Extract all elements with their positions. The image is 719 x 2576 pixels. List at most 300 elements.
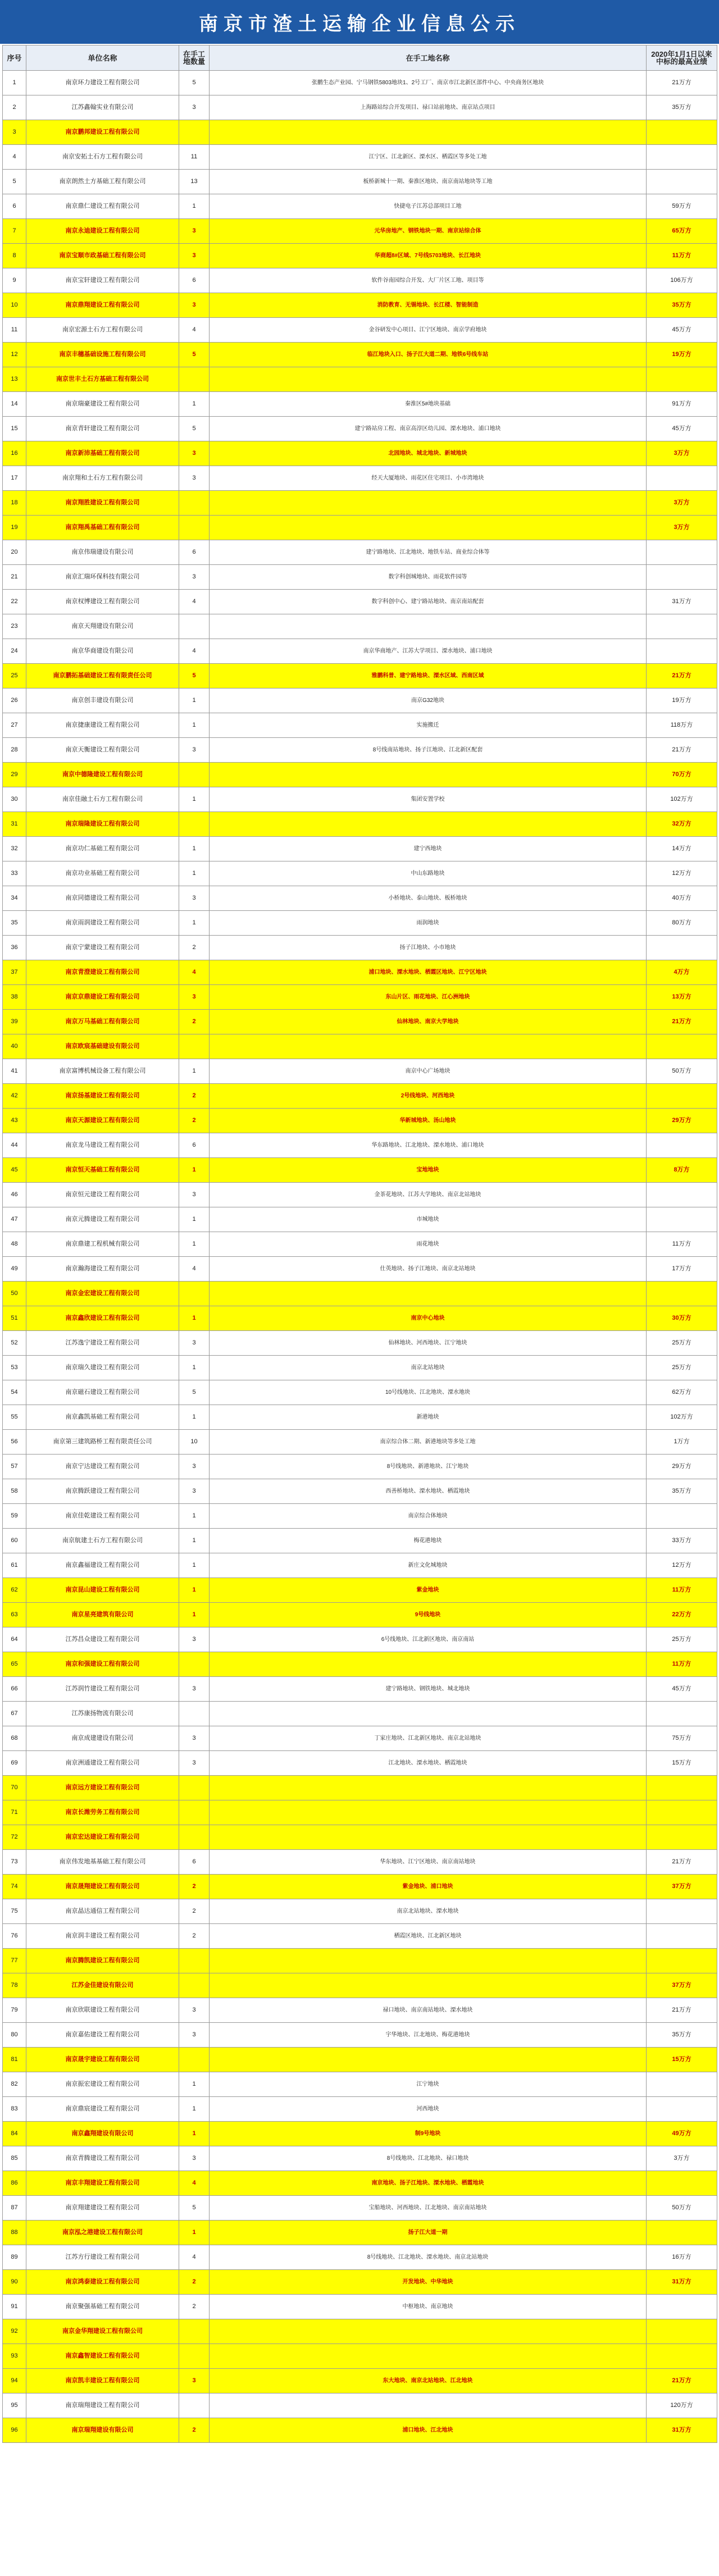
table-row [3,664,717,689]
company-name: 南京宁达建设工程有限公司 [26,1455,179,1479]
site-count: 4 [179,318,210,343]
table-row [3,2146,717,2171]
site-names: 雨润地块 [210,911,647,936]
table-row [3,1899,717,1924]
table-row [3,466,717,491]
table-row [3,1875,717,1899]
site-count: 1 [179,2097,210,2122]
max-performance [647,1183,717,1207]
site-count [179,1652,210,1677]
site-count: 4 [179,590,210,614]
max-performance [647,2319,717,2344]
company-name: 江苏鑫翰实业有限公司 [26,95,179,120]
site-names: 市城地块 [210,1207,647,1232]
site-count: 3 [179,1751,210,1776]
max-performance: 29万方 [647,1109,717,1133]
site-count: 1 [179,194,210,219]
row-index: 83 [3,2097,26,2122]
company-name: 南京佳融土石方工程有限公司 [26,787,179,812]
max-performance: 25万方 [647,1331,717,1356]
company-name: 南京环力建设工程有限公司 [26,71,179,95]
company-name: 南京汇瑞环保科技有限公司 [26,565,179,590]
row-index: 93 [3,2344,26,2369]
row-index: 23 [3,614,26,639]
site-names: 南京北站地块 [210,1356,647,1380]
company-name: 南京捷康建设工程有限公司 [26,713,179,738]
row-index: 30 [3,787,26,812]
site-names: 新港地块 [210,1405,647,1430]
row-index: 37 [3,960,26,985]
row-index: 73 [3,1850,26,1875]
site-names: 紫金地块 [210,1578,647,1603]
page-title: 南京市渣土运输企业信息公示 [199,13,520,35]
company-name: 江苏润竹建设工程有限公司 [26,1677,179,1702]
row-index: 5 [3,170,26,194]
table-body [3,71,717,2443]
company-name: 南京青澄建设工程有限公司 [26,960,179,985]
company-name: 南京永迪建设工程有限公司 [26,219,179,244]
company-name: 南京瑞豪建设工程有限公司 [26,392,179,417]
row-index: 43 [3,1109,26,1133]
max-performance [647,1084,717,1109]
company-name: 南京宝轩建设工程有限公司 [26,268,179,293]
row-index: 13 [3,367,26,392]
company-name: 南京佳乾建设工程有限公司 [26,1504,179,1529]
table-row [3,1010,717,1034]
row-index: 42 [3,1084,26,1109]
table-row [3,343,717,367]
site-count: 3 [179,1677,210,1702]
row-index: 56 [3,1430,26,1455]
table-row [3,787,717,812]
site-count: 3 [179,1479,210,1504]
site-names [210,120,647,145]
site-count: 3 [179,244,210,268]
table-row [3,2122,717,2146]
site-names [210,1776,647,1800]
max-performance: 4万方 [647,960,717,985]
site-count: 2 [179,1924,210,1949]
max-performance [647,120,717,145]
company-name: 南京晟翔建设工程有限公司 [26,1875,179,1899]
site-names: 建宁路地块、钢铁地块、城北地块 [210,1677,647,1702]
site-count: 1 [179,1207,210,1232]
company-name: 南京同德建设工程有限公司 [26,886,179,911]
table-row [3,71,717,95]
row-index: 24 [3,639,26,664]
company-name: 南京翔和土石方工程有限公司 [26,466,179,491]
site-count [179,763,210,787]
company-name: 南京鑫凯基础工程有限公司 [26,1405,179,1430]
row-index: 27 [3,713,26,738]
table-row [3,1207,717,1232]
site-names: 8号线地块、江北地块、禄口地块 [210,2146,647,2171]
site-names: 新庄文化城地块 [210,1553,647,1578]
table-row [3,2221,717,2245]
row-index: 58 [3,1479,26,1504]
row-index: 72 [3,1825,26,1850]
company-name: 南京和强建设工程有限公司 [26,1652,179,1677]
site-names: 建宁西地块 [210,837,647,861]
row-index: 60 [3,1529,26,1553]
site-names [210,1282,647,1306]
company-name: 南京晶达通信工程有限公司 [26,1899,179,1924]
table-row [3,1455,717,1479]
row-index: 35 [3,911,26,936]
company-name: 南京航建土石方工程有限公司 [26,1529,179,1553]
row-index: 95 [3,2393,26,2418]
site-names [210,1800,647,1825]
company-name: 南京新沛基础工程有限公司 [26,441,179,466]
site-names: 10号线地块、江北地块、溧水地块 [210,1380,647,1405]
site-names: 快捷电子江苏总部项目工地 [210,194,647,219]
site-count [179,1776,210,1800]
table-row [3,936,717,960]
row-index: 68 [3,1726,26,1751]
site-names: 仙林地块、南京大学地块 [210,1010,647,1034]
company-name: 南京欣联建设工程有限公司 [26,1998,179,2023]
site-names: 浦口地块、溧水地块、栖霞区地块、江宁区地块 [210,960,647,985]
table-row [3,2270,717,2295]
row-index: 86 [3,2171,26,2196]
site-count: 1 [179,1232,210,1257]
site-names: 南京G32地块 [210,689,647,713]
site-names [210,614,647,639]
table-row [3,1973,717,1998]
max-performance: 12万方 [647,1553,717,1578]
max-performance: 120万方 [647,2393,717,2418]
table-row [3,1603,717,1627]
max-performance [647,614,717,639]
table-row [3,491,717,516]
title-banner [0,0,719,44]
site-count: 1 [179,787,210,812]
site-names [210,2048,647,2072]
max-performance [647,1899,717,1924]
site-names [210,812,647,837]
company-name: 南京丰穗基础设施工程有限公司 [26,343,179,367]
site-count [179,1800,210,1825]
max-performance: 35万方 [647,95,717,120]
max-performance: 65万方 [647,219,717,244]
table-row [3,1578,717,1603]
row-index: 15 [3,417,26,441]
company-name: 南京青轩建设工程有限公司 [26,417,179,441]
table-row [3,1949,717,1973]
row-index: 88 [3,2221,26,2245]
max-performance [647,1949,717,1973]
company-name: 南京青腾建设工程有限公司 [26,2146,179,2171]
max-performance: 25万方 [647,1356,717,1380]
company-name: 南京金华翔建设工程有限公司 [26,2319,179,2344]
company-name: 南京鼎仁建设工程有限公司 [26,194,179,219]
table-row [3,689,717,713]
company-name: 南京富博机械设备工程有限公司 [26,1059,179,1084]
row-index: 19 [3,516,26,540]
site-names [210,1825,647,1850]
table-row [3,985,717,1010]
max-performance: 3万方 [647,491,717,516]
site-names: 江宁区、江北新区、溧水区、栖霞区等多处工地 [210,145,647,170]
row-index: 4 [3,145,26,170]
company-name: 南京磁石建设工程有限公司 [26,1380,179,1405]
site-names: 秦淮区5#地块基础 [210,392,647,417]
company-name: 南京润丰建设工程有限公司 [26,1924,179,1949]
site-count: 10 [179,1430,210,1455]
site-names: 华新城地块、汤山地块 [210,1109,647,1133]
max-performance: 37万方 [647,1973,717,1998]
company-name: 南京瑞久建设工程有限公司 [26,1356,179,1380]
company-name: 南京嘉佑建设工程有限公司 [26,2023,179,2048]
max-performance [647,1504,717,1529]
company-name: 南京雨润建设工程有限公司 [26,911,179,936]
row-index: 87 [3,2196,26,2221]
row-index: 48 [3,1232,26,1257]
site-count: 1 [179,1504,210,1529]
table-row [3,1183,717,1207]
site-names: 南京中心地块 [210,1306,647,1331]
table-row [3,837,717,861]
company-name: 南京成建建设有限公司 [26,1726,179,1751]
site-names: 临江地块入口、扬子江大道二期、地铁6号线车站 [210,343,647,367]
max-performance: 32万方 [647,812,717,837]
max-performance: 35万方 [647,2023,717,2048]
table-row [3,1504,717,1529]
site-count: 3 [179,886,210,911]
company-name: 南京昆山建设工程有限公司 [26,1578,179,1603]
site-names: 华商超8#区域、7号线5703地块、长江地块 [210,244,647,268]
max-performance: 33万方 [647,1529,717,1553]
site-count: 5 [179,71,210,95]
table-row [3,1059,717,1084]
site-count: 1 [179,837,210,861]
max-performance: 91万方 [647,392,717,417]
site-names [210,1949,647,1973]
company-name: 南京远方建设工程有限公司 [26,1776,179,1800]
site-count: 3 [179,1726,210,1751]
table-row [3,1553,717,1578]
max-performance [647,2295,717,2319]
row-index: 52 [3,1331,26,1356]
site-names: 雅鹏科普、建宁路地块、溧水区域、西南区域 [210,664,647,689]
table-row [3,1109,717,1133]
max-performance: 75万方 [647,1726,717,1751]
row-index: 41 [3,1059,26,1084]
table-row [3,441,717,466]
site-count: 1 [179,861,210,886]
row-index: 17 [3,466,26,491]
company-name: 南京宏达建设工程有限公司 [26,1825,179,1850]
max-performance: 70万方 [647,763,717,787]
site-count: 1 [179,689,210,713]
row-index: 31 [3,812,26,837]
company-name: 江苏逸宁建设工程有限公司 [26,1331,179,1356]
table-row [3,1282,717,1306]
max-performance: 29万方 [647,1455,717,1479]
max-performance [647,466,717,491]
table-row [3,95,717,120]
company-name: 南京京鼎建设工程有限公司 [26,985,179,1010]
site-names: 元华房地产、钢铁地块一期、南京站综合体 [210,219,647,244]
site-count: 3 [179,565,210,590]
max-performance: 49万方 [647,2122,717,2146]
site-count [179,1282,210,1306]
table-row [3,1158,717,1183]
site-count: 5 [179,343,210,367]
site-count [179,1034,210,1059]
max-performance: 102万方 [647,1405,717,1430]
max-performance: 11万方 [647,244,717,268]
site-count: 2 [179,2418,210,2443]
row-index: 74 [3,1875,26,1899]
site-names: 中山东路地块 [210,861,647,886]
row-index: 91 [3,2295,26,2319]
table-row [3,1924,717,1949]
site-count [179,491,210,516]
site-count: 3 [179,1998,210,2023]
max-performance [647,170,717,194]
row-index: 53 [3,1356,26,1380]
table-row [3,1751,717,1776]
max-performance [647,2221,717,2245]
site-names [210,1702,647,1726]
table-row [3,2418,717,2443]
site-count: 2 [179,1899,210,1924]
header-site-names: 在手工地名称 [210,45,647,71]
site-names: 金茶花地块、江苏大学地块、南京北站地块 [210,1183,647,1207]
company-name: 南京龙马建设工程有限公司 [26,1133,179,1158]
max-performance: 31万方 [647,2270,717,2295]
company-name: 南京鹏邦建设工程有限公司 [26,120,179,145]
max-performance: 21万方 [647,1850,717,1875]
site-count: 4 [179,1257,210,1282]
company-name: 南京凯丰建设工程有限公司 [26,2369,179,2393]
header-site-count: 在手工地数量 [179,45,210,71]
table-row [3,1702,717,1726]
header-max-performance: 2020年1月1日以来中标的最高业绩 [647,45,717,71]
company-name: 南京宁蒙建设工程有限公司 [26,936,179,960]
table-header-row [3,45,717,71]
max-performance: 37万方 [647,1875,717,1899]
site-count: 3 [179,1183,210,1207]
company-name: 南京安拓土石方工程有限公司 [26,145,179,170]
site-names: 南京华商地产、江苏大学项目、溧水地块、浦口地块 [210,639,647,664]
table-row [3,1034,717,1059]
table-row [3,738,717,763]
row-index: 61 [3,1553,26,1578]
site-names: 宝地地块 [210,1158,647,1183]
site-count: 3 [179,738,210,763]
site-count: 3 [179,95,210,120]
site-names: 数字科创城地块、雨花软件园等 [210,565,647,590]
max-performance: 13万方 [647,985,717,1010]
site-count: 1 [179,2072,210,2097]
max-performance: 12万方 [647,861,717,886]
site-names: 小桥地块、泰山地块、板桥地块 [210,886,647,911]
site-names: 上海路站综合开发项目、禄口站前地块、南京站点项目 [210,95,647,120]
max-performance: 50万方 [647,1059,717,1084]
company-name: 南京鑫翔建设有限公司 [26,2122,179,2146]
max-performance [647,2344,717,2369]
row-index: 28 [3,738,26,763]
site-names: 雨花地块 [210,1232,647,1257]
site-names: 张鹏生态产业园、宁马钢铁5803地块1、2号工厂、南京市江北新区部件中心、中央商务区地块 [210,71,647,95]
table-row [3,1652,717,1677]
company-name: 南京华商建设有限公司 [26,639,179,664]
site-count: 2 [179,1010,210,1034]
row-index: 64 [3,1627,26,1652]
site-names: 扬子江大道一期 [210,2221,647,2245]
max-performance: 21万方 [647,1010,717,1034]
site-count: 3 [179,219,210,244]
row-index: 67 [3,1702,26,1726]
site-count: 1 [179,911,210,936]
company-name: 南京中德隆建设工程有限公司 [26,763,179,787]
company-name: 南京瑞隆建设工程有限公司 [26,812,179,837]
max-performance: 22万方 [647,1603,717,1627]
table-row [3,1677,717,1702]
table-row [3,2171,717,2196]
site-count [179,1702,210,1726]
site-names: 仕英地块、扬子江地块、南京北站地块 [210,1257,647,1282]
row-index: 34 [3,886,26,911]
row-index: 75 [3,1899,26,1924]
site-names: 数字科创中心、建宁路站地块、南京南站配套 [210,590,647,614]
site-names: 扬子江地块、小市地块 [210,936,647,960]
row-index: 16 [3,441,26,466]
company-name: 南京欧宸基础建设有限公司 [26,1034,179,1059]
max-performance [647,145,717,170]
table-row [3,120,717,145]
table-row [3,2295,717,2319]
site-names: 8号线地块、江北地块、溧水地块、南京北站地块 [210,2245,647,2270]
table-row [3,1430,717,1455]
table-row [3,194,717,219]
max-performance: 21万方 [647,664,717,689]
company-name: 南京恒天基础工程有限公司 [26,1158,179,1183]
company-name: 南京世丰土石方基础工程有限公司 [26,367,179,392]
row-index: 54 [3,1380,26,1405]
site-names [210,2393,647,2418]
max-performance [647,1924,717,1949]
site-count: 2 [179,1109,210,1133]
site-count [179,1825,210,1850]
table-row [3,1306,717,1331]
row-index: 49 [3,1257,26,1282]
max-performance: 21万方 [647,71,717,95]
company-name: 南京恒元建设工程有限公司 [26,1183,179,1207]
max-performance: 21万方 [647,738,717,763]
table-row [3,812,717,837]
company-name: 南京瑞翔建设有限公司 [26,2418,179,2443]
table-row [3,1800,717,1825]
table-row [3,268,717,293]
row-index: 89 [3,2245,26,2270]
table-row [3,2048,717,2072]
site-count: 1 [179,1356,210,1380]
company-name: 南京腾凯建设工程有限公司 [26,1949,179,1973]
max-performance: 35万方 [647,293,717,318]
company-name: 南京天源建设工程有限公司 [26,1109,179,1133]
max-performance: 11万方 [647,1652,717,1677]
site-count: 4 [179,960,210,985]
site-names [210,1034,647,1059]
max-performance [647,2072,717,2097]
row-index: 69 [3,1751,26,1776]
site-count: 1 [179,1306,210,1331]
site-count: 6 [179,268,210,293]
max-performance [647,639,717,664]
